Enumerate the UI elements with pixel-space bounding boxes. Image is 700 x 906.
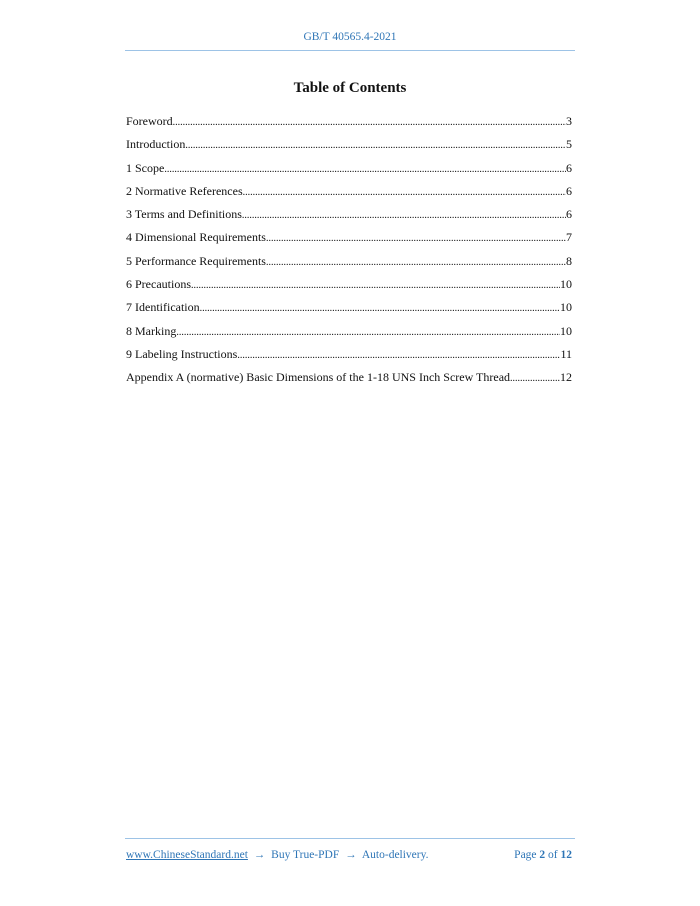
toc-entry-label: Foreword — [126, 114, 173, 128]
toc-entry-label: 4 Dimensional Requirements — [126, 230, 266, 245]
of-word: of — [548, 849, 558, 861]
toc-entry-normative-references[interactable] — [126, 180, 572, 203]
toc-entry-page: 11 — [560, 346, 572, 361]
site-link[interactable]: www.ChineseStandard.net — [126, 849, 248, 861]
toc-entry-precautions[interactable] — [126, 273, 572, 296]
dot-leader — [176, 321, 560, 343]
toc-entry-label: 2 Normative References — [126, 183, 243, 198]
table-of-contents — [126, 110, 572, 390]
toc-entry-label: 7 Identification — [126, 300, 200, 315]
dot-leader — [242, 204, 566, 226]
toc-entry-page: 10 — [560, 300, 572, 315]
toc-entry-label: 3 Terms and Definitions — [126, 207, 242, 222]
toc-entry-terms-and-definitions[interactable] — [126, 203, 572, 226]
dot-leader — [200, 297, 560, 319]
dot-leader — [266, 227, 566, 249]
toc-entry-page: 5 — [566, 137, 572, 152]
toc-entry-label: 9 Labeling Instructions — [126, 346, 238, 361]
toc-entry-page: 6 — [566, 207, 572, 222]
dot-leader — [237, 344, 560, 366]
toc-entry-label: 8 Marking — [126, 323, 177, 338]
toc-entry-performance-requirements[interactable] — [126, 250, 572, 273]
arrow-icon: → — [345, 849, 357, 861]
arrow-icon: → — [253, 849, 266, 861]
toc-title: Table of Contents — [293, 80, 407, 96]
toc-entry-appendix-a[interactable] — [126, 366, 572, 389]
toc-entry-dimensional-requirements[interactable] — [126, 226, 572, 249]
toc-entry-introduction[interactable] — [126, 133, 572, 156]
footer-divider — [125, 838, 575, 839]
page-total: 12 — [560, 849, 572, 861]
toc-entry-page: 8 — [566, 253, 572, 268]
document-header — [125, 31, 575, 43]
dot-leader — [185, 134, 566, 156]
toc-entry-label: Introduction — [126, 137, 186, 152]
toc-entry-scope[interactable] — [126, 157, 572, 180]
toc-entry-label: 6 Precautions — [126, 277, 191, 292]
toc-entry-page: 6 — [566, 160, 572, 175]
toc-entry-foreword[interactable] — [126, 110, 572, 133]
page-word: Page — [514, 849, 537, 861]
dot-leader — [191, 274, 560, 296]
page-current: 2 — [539, 849, 546, 861]
footer-left — [126, 849, 429, 861]
toc-entry-label: 5 Performance Requirements — [126, 253, 266, 268]
dot-leader — [173, 111, 566, 133]
dot-leader — [510, 367, 560, 389]
toc-entry-label: Appendix A (normative) Basic Dimensions of the 1-18 UNS Inch Screw Thread — [126, 370, 511, 385]
dot-leader — [266, 251, 566, 273]
toc-entry-page: 12 — [560, 370, 572, 385]
document-footer — [126, 849, 572, 861]
toc-entry-page: 7 — [566, 230, 572, 245]
page-indicator — [514, 849, 572, 861]
dot-leader — [164, 158, 566, 180]
delivery-text: Auto-delivery. — [361, 849, 429, 861]
buy-text: Buy True-PDF — [271, 849, 340, 861]
dot-leader — [243, 181, 566, 203]
header-divider — [125, 50, 575, 51]
toc-entry-page: 6 — [566, 183, 572, 198]
toc-entry-marking[interactable] — [126, 320, 572, 343]
toc-entry-page: 10 — [560, 323, 572, 338]
toc-entry-labeling-instructions[interactable] — [126, 343, 572, 366]
toc-entry-page: 3 — [566, 114, 572, 128]
toc-entry-identification[interactable] — [126, 296, 572, 319]
toc-entry-label: 1 Scope — [126, 160, 165, 175]
standard-code: GB/T 40565.4-2021 — [303, 31, 397, 43]
toc-entry-page: 10 — [560, 277, 572, 292]
